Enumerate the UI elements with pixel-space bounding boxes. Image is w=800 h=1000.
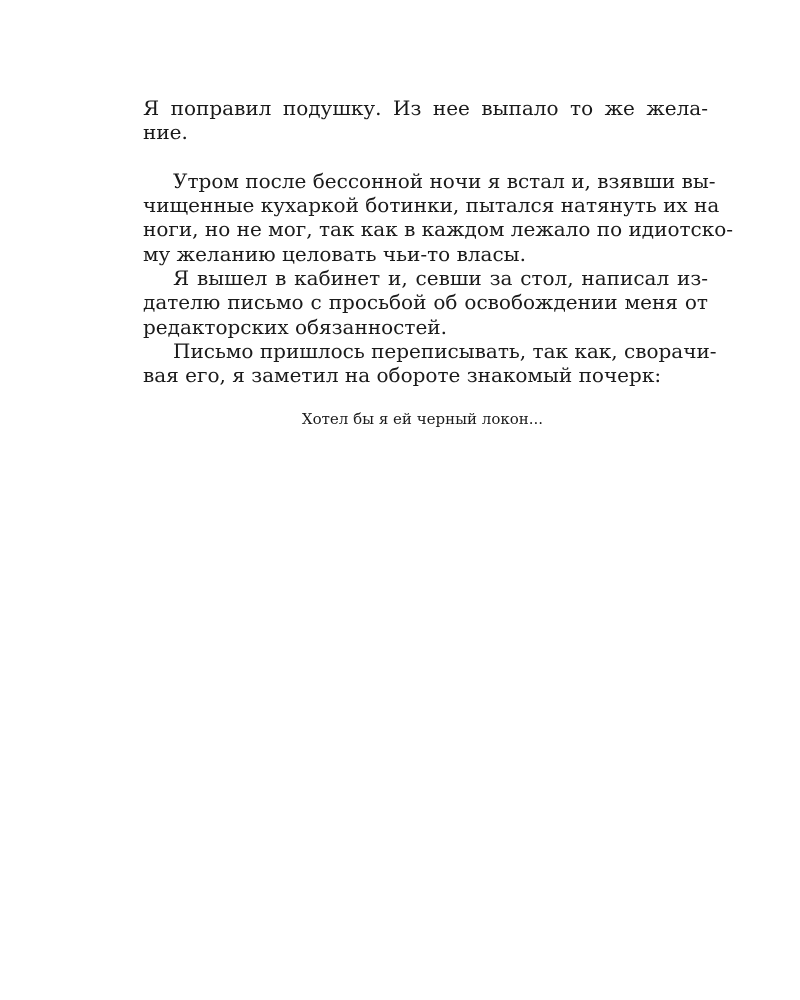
text-line: Письмо пришлось переписывать, так как, сворачи- [173, 338, 717, 363]
text-line: ние. [143, 120, 188, 145]
text-line: Утром после бессонной ночи я встал и, взявши вы- [173, 168, 716, 193]
paragraph-4 [143, 338, 717, 388]
text-line: вая его, я заметил на обороте знакомый почерк: [143, 363, 662, 388]
text-line: Я поправил подушку. Из нее выпало то же жела- [143, 96, 708, 120]
paragraph-3 [143, 266, 708, 339]
epigraph-quote: Хотел бы я ей черный локон... [301, 409, 544, 428]
text-line: дателю письмо с просьбой об освобождении меня от [143, 290, 708, 315]
text-line: ноги, но не мог, так как в каждом лежало по идиотско- [143, 217, 734, 242]
paragraph-1 [143, 96, 708, 145]
page-text [143, 96, 734, 429]
text-line: чищенные кухаркой ботинки, пытался натянуть их на [143, 193, 720, 218]
paragraph-gap [143, 145, 708, 169]
text-line: редакторских обязанностей. [143, 314, 447, 339]
paragraph-2 [143, 168, 734, 266]
text-line: Я вышел в кабинет и, севши за стол, написал из- [173, 266, 708, 291]
text-line: му желанию целовать чьи-то власы. [143, 241, 526, 266]
